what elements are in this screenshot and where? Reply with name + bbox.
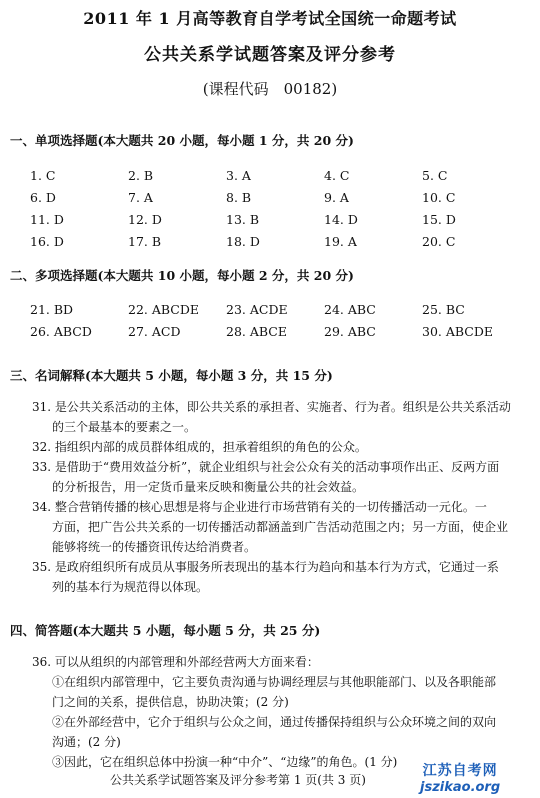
answer-line: 的分析报告，用一定货币量来反映和衡量公共的社会效益。 (52, 480, 365, 494)
answer-line: 的三个最基本的要素之一。 (52, 420, 197, 434)
answer-line: 列的基本行为规范得以体现。 (52, 580, 209, 594)
answer-item: 19. A (324, 234, 357, 249)
watermark-logo (420, 760, 500, 795)
page-footer: 公共关系学试题答案及评分参考第 1 页(共 3 页) (110, 773, 366, 787)
answer-line: 方面，把广告公共关系的一切传播活动都涵盖到广告活动范围之内；另一方面，使企业 (52, 520, 509, 534)
answer-item: 27. ACD (128, 324, 181, 339)
section-multi-choice-heading: 二、多项选择题(本大题共 10 小题，每小题 2 分，共 20 分) (10, 268, 354, 283)
answer-item: 23. ACDE (226, 302, 288, 317)
answer-item: 14. D (324, 212, 358, 227)
single-choice-answers (30, 168, 520, 249)
multi-choice-answers (30, 302, 520, 339)
answer-item: 26. ABCD (30, 324, 92, 339)
answer-item: 12. D (128, 212, 162, 227)
section-terms-heading: 三、名词解释(本大题共 5 小题，每小题 3 分，共 15 分) (10, 368, 333, 383)
answer-item: 25. BC (422, 302, 465, 317)
document-title: 公共关系学试题答案及评分参考 (144, 45, 396, 65)
answer-line: 32. 指组织内部的成员群体组成的，担承着组织的角色的公众。 (32, 440, 367, 454)
answer-item: 5. C (422, 168, 448, 183)
answer-item: 20. C (422, 234, 456, 249)
answer-line: 36. 可以从组织的内部管理和外部经营两大方面来看： (32, 655, 319, 669)
answer-item: 28. ABCE (226, 324, 287, 339)
answer-item: 11. D (30, 212, 64, 227)
answer-item: 17. B (128, 234, 162, 249)
answer-item: 4. C (324, 168, 350, 183)
answer-item: 18. D (226, 234, 260, 249)
answer-line: 能够将统一的传播资讯传达给消费者。 (52, 540, 257, 554)
answer-item: 10. C (422, 190, 456, 205)
answer-line: 34. 整合营销传播的核心思想是将与企业进行市场营销有关的一切传播活动一元化。一 (32, 500, 487, 514)
answer-item: 15. D (422, 212, 456, 227)
watermark-text: 江苏自考网 (422, 763, 498, 779)
answer-item: 1. C (30, 168, 56, 183)
answer-line: ②在外部经营中，它介于组织与公众之间，通过传播保持组织与公众环境之间的双向 (52, 715, 497, 729)
answer-item: 24. ABC (324, 302, 376, 317)
answer-item: 7. A (128, 190, 153, 205)
answer-item: 6. D (30, 190, 56, 205)
course-code: (课程代码 00182) (202, 80, 338, 98)
answer-item: 9. A (324, 190, 349, 205)
answer-line: 门之间的关系，提供信息，协助决策；(2 分) (52, 695, 289, 709)
answer-item: 3. A (226, 168, 251, 183)
answer-item: 22. ABCDE (128, 302, 200, 317)
section-short-answer-heading: 四、简答题(本大题共 5 小题，每小题 5 分，共 25 分) (10, 623, 321, 638)
short-answers (32, 652, 522, 772)
answer-item: 16. D (30, 234, 64, 249)
answer-item: 2. B (128, 168, 154, 183)
answer-line: 35. 是政府组织所有成员从事服务所表现出的基本行为趋向和基本行为方式，它通过一系 (32, 560, 499, 574)
term-answers (32, 397, 522, 597)
answer-item: 8. B (226, 190, 252, 205)
answer-line: ①在组织内部管理中，它主要负责沟通与协调经理层与其他职能部门、以及各职能部 (52, 675, 497, 689)
answer-line: ③因此，它在组织总体中扮演一种“中介”、“边缘”的角色。(1 分) (52, 755, 398, 769)
answer-item: 21. BD (30, 302, 74, 317)
answer-item: 29. ABC (324, 324, 376, 339)
answer-item: 13. B (226, 212, 260, 227)
exam-title: 2011 年 1 月高等教育自学考试全国统一命题考试 (83, 9, 457, 28)
answer-line: 33. 是借助于“费用效益分析”，就企业组织与社会公众有关的活动事项作出正、反两方面 (32, 460, 500, 474)
section-single-choice-heading: 一、单项选择题(本大题共 20 小题，每小题 1 分，共 20 分) (10, 133, 354, 148)
watermark-url: jszikao.org (420, 780, 501, 795)
answer-item: 30. ABCDE (422, 324, 494, 339)
answer-line: 沟通；(2 分) (52, 735, 121, 749)
answer-line: 31. 是公共关系活动的主体，即公共关系的承担者、实施者、行为者。组织是公共关系活动 (32, 400, 511, 414)
